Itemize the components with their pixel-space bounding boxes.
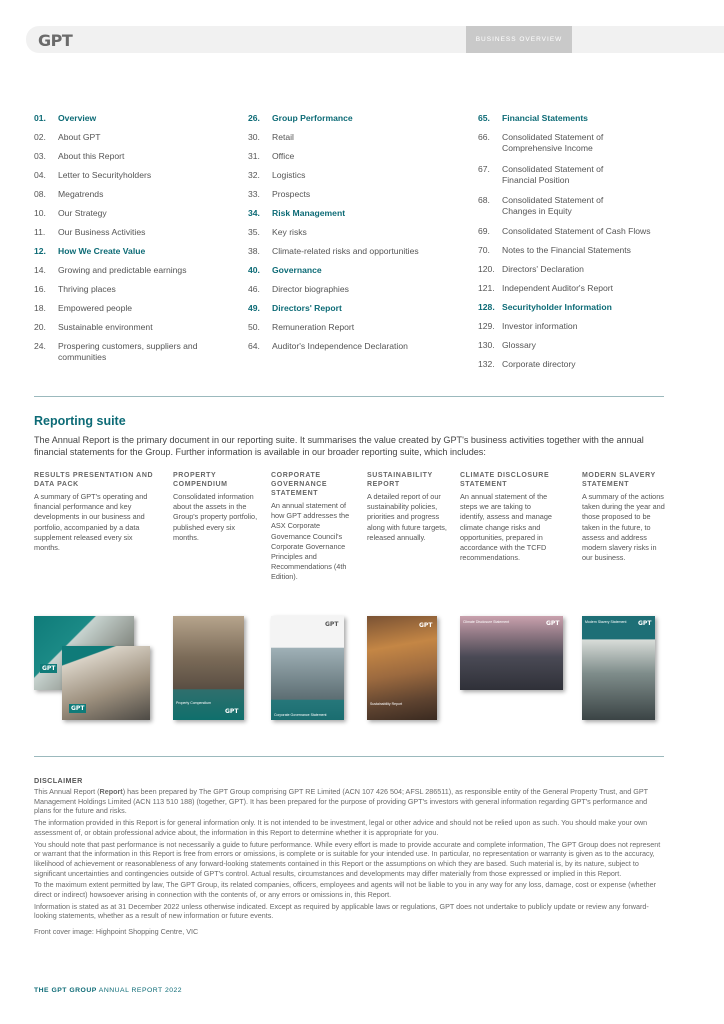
toc-page-number: 32. bbox=[248, 170, 260, 180]
toc-page-number: 130. bbox=[478, 340, 495, 350]
toc-label: Group Performance bbox=[272, 113, 353, 123]
toc-label: Consolidated Statement of Cash Flows bbox=[502, 226, 651, 236]
suite-card-compendium bbox=[173, 471, 263, 543]
divider-bottom bbox=[34, 756, 664, 757]
toc-label: About this Report bbox=[58, 151, 125, 161]
disclaimer-bold-term: Report bbox=[99, 787, 123, 796]
toc-page-number: 33. bbox=[248, 189, 260, 199]
toc-entry[interactable] bbox=[248, 303, 466, 314]
toc-page-number: 46. bbox=[248, 284, 260, 294]
toc-label: Key risks bbox=[272, 227, 307, 237]
toc-entry[interactable] bbox=[248, 151, 466, 162]
cover-logo: GPT bbox=[42, 665, 56, 672]
toc-entry[interactable] bbox=[248, 284, 466, 295]
toc-entry[interactable] bbox=[248, 322, 466, 333]
card-title: CORPORATE GOVERNANCE STATEMENT bbox=[271, 472, 328, 497]
toc-label: Corporate directory bbox=[502, 359, 576, 369]
toc-label: Glossary bbox=[502, 340, 536, 350]
cover-caption: Modern Slavery Statement bbox=[585, 620, 627, 624]
card-title: SUSTAINABILITY REPORT bbox=[367, 472, 433, 488]
toc-page-number: 31. bbox=[248, 151, 260, 161]
toc-page-number: 129. bbox=[478, 321, 495, 331]
toc-label: Consolidated Statement of Financial Position bbox=[502, 164, 604, 185]
toc-entry[interactable] bbox=[248, 265, 466, 276]
toc-page-number: 121. bbox=[478, 283, 495, 293]
toc-label: Thriving places bbox=[58, 284, 116, 294]
toc-label: Notes to the Financial Statements bbox=[502, 245, 631, 255]
toc-entry[interactable] bbox=[248, 341, 466, 352]
toc-entry[interactable] bbox=[34, 170, 234, 181]
footer-org: THE GPT GROUP bbox=[34, 987, 97, 994]
suite-card-governance bbox=[271, 471, 357, 583]
cover-results-front[interactable] bbox=[62, 646, 150, 720]
toc-label: Office bbox=[272, 151, 295, 161]
disclaimer-text: ) has been prepared by The GPT Group comprising GPT RE Limited (ACN 107 426 504; AFSL 286511), as responsible entity of the General Property Trust, and GPT Management Holdings Limited (ACN 113 510 188) (together, GPT). It has been prepared for the purpose of providing GPT's investors with general information regarding GPT's performance and plans for the future and risks. bbox=[34, 787, 648, 816]
toc-page-number: 18. bbox=[34, 303, 46, 313]
toc-page-number: 64. bbox=[248, 341, 260, 351]
toc-label: About GPT bbox=[58, 132, 101, 142]
toc-page-number: 01. bbox=[34, 113, 46, 123]
toc-entry[interactable] bbox=[478, 245, 668, 256]
toc-page-number: 120. bbox=[478, 264, 495, 274]
toc-label: Director biographies bbox=[272, 284, 349, 294]
cover-caption: Climate Disclosure Statement bbox=[463, 620, 510, 624]
toc-page-number: 40. bbox=[248, 265, 260, 275]
toc-page-number: 08. bbox=[34, 189, 46, 199]
toc-label: Growing and predictable earnings bbox=[58, 265, 187, 275]
toc-entry[interactable] bbox=[34, 341, 234, 363]
toc-label: Governance bbox=[272, 265, 322, 275]
card-desc: A detailed report of our sustainability policies, priorities and progress along with future targets, released annually. bbox=[367, 492, 447, 542]
toc-page-number: 26. bbox=[248, 113, 260, 123]
toc-label: Sustainable environment bbox=[58, 322, 153, 332]
toc-page-number: 34. bbox=[248, 208, 260, 218]
disclaimer-body bbox=[34, 787, 666, 939]
toc-entry[interactable] bbox=[248, 208, 466, 219]
toc-label: Directors' Report bbox=[272, 303, 342, 313]
toc-page-number: 68. bbox=[478, 195, 490, 205]
toc-label: Securityholder Information bbox=[502, 302, 612, 312]
toc-page-number: 16. bbox=[34, 284, 46, 294]
toc-page-number: 69. bbox=[478, 226, 490, 236]
toc-label: Prospering customers, suppliers and communities bbox=[58, 341, 198, 362]
cover-caption: Property Compendium bbox=[176, 701, 212, 705]
toc-entry[interactable] bbox=[478, 113, 668, 124]
toc-entry[interactable] bbox=[34, 113, 234, 124]
disclaimer-text: This Annual Report ( bbox=[34, 787, 100, 796]
toc-page-number: 67. bbox=[478, 164, 490, 174]
cover-modern-slavery-statement[interactable] bbox=[582, 616, 655, 720]
toc-entry[interactable] bbox=[478, 226, 668, 237]
cover-caption: Corporate Governance Statement bbox=[274, 713, 327, 717]
toc-entry[interactable] bbox=[478, 340, 668, 351]
toc-entry[interactable] bbox=[248, 113, 466, 124]
toc-label: Auditor's Independence Declaration bbox=[272, 341, 408, 351]
toc-entry[interactable] bbox=[34, 284, 234, 295]
cover-logo: GPT bbox=[71, 705, 85, 712]
toc-label: Retail bbox=[272, 132, 294, 142]
toc-page-number: 10. bbox=[34, 208, 46, 218]
toc-entry[interactable] bbox=[248, 132, 466, 143]
toc-entry[interactable] bbox=[34, 303, 234, 314]
toc-entry[interactable] bbox=[478, 264, 668, 275]
toc-label: Consolidated Statement of Changes in Equity bbox=[502, 195, 604, 216]
divider-top bbox=[34, 396, 664, 397]
toc-label: Megatrends bbox=[58, 189, 104, 199]
toc-column-1 bbox=[34, 113, 234, 383]
card-desc: A summary of GPT's operating and financial performance and key developments in our business and portfolio, accompanied by a data supplement released every six months. bbox=[34, 492, 148, 553]
toc-entry[interactable] bbox=[34, 322, 234, 333]
toc-entry[interactable] bbox=[478, 359, 668, 370]
toc-page-number: 132. bbox=[478, 359, 495, 369]
toc-entry[interactable] bbox=[248, 170, 466, 181]
disclaimer-paragraph: To the maximum extent permitted by law, The GPT Group, its related companies, officers, employees and agents will not be liable to you in any way for any loss, damage, cost or expense (whether direct or indirect) howsoever arising in connection with the contents of, or any errors or omissions in, this Report. bbox=[34, 880, 657, 900]
card-desc: Consolidated information about the assets in the Group's property portfolio, published every six months. bbox=[173, 492, 258, 542]
disclaimer-title: DISCLAIMER bbox=[34, 776, 83, 785]
toc-label: Prospects bbox=[272, 189, 311, 199]
toc-entry[interactable] bbox=[34, 189, 234, 200]
card-title: MODERN SLAVERY STATEMENT bbox=[582, 472, 656, 488]
toc-column-2 bbox=[248, 113, 466, 383]
toc-label: Climate-related risks and opportunities bbox=[272, 246, 419, 256]
toc-label: Logistics bbox=[272, 170, 306, 180]
toc-entry[interactable] bbox=[248, 189, 466, 200]
toc-label: Our Business Activities bbox=[58, 227, 146, 237]
cover-governance-statement[interactable] bbox=[271, 616, 344, 720]
toc-page-number: 11. bbox=[34, 227, 46, 237]
toc-page-number: 38. bbox=[248, 246, 260, 256]
toc-label: Consolidated Statement of Comprehensive Income bbox=[502, 132, 604, 153]
toc-label: How We Create Value bbox=[58, 246, 146, 256]
toc-label: Letter to Securityholders bbox=[58, 170, 152, 180]
suite-card-sustainability bbox=[367, 471, 451, 543]
toc-entry[interactable] bbox=[478, 283, 668, 294]
suite-card-results bbox=[34, 471, 158, 553]
toc-label: Directors' Declaration bbox=[502, 264, 584, 274]
toc-page-number: 03. bbox=[34, 151, 46, 161]
toc-entry[interactable] bbox=[34, 246, 234, 257]
toc-page-number: 70. bbox=[478, 245, 490, 255]
toc-label: Our Strategy bbox=[58, 208, 107, 218]
toc-entry[interactable] bbox=[34, 265, 234, 276]
toc-page-number: 24. bbox=[34, 341, 46, 351]
cover-caption: Sustainability Report bbox=[370, 702, 403, 706]
toc-entry[interactable] bbox=[478, 132, 668, 154]
gpt-logo: GPT bbox=[38, 31, 73, 50]
footer-doc: ANNUAL REPORT 2022 bbox=[98, 987, 183, 994]
card-title: RESULTS PRESENTATION AND DATA PACK bbox=[34, 472, 154, 488]
suite-card-modern-slavery bbox=[582, 471, 666, 563]
toc-entry[interactable] bbox=[478, 164, 668, 186]
toc-entry[interactable] bbox=[248, 246, 466, 257]
toc-page-number: 66. bbox=[478, 132, 490, 142]
toc-label: Remuneration Report bbox=[272, 322, 355, 332]
toc-label: Independent Auditor's Report bbox=[502, 283, 614, 293]
card-desc: A summary of the actions taken during the year and those proposed to be taken in the future, to assess and address modern slavery risks in our business. bbox=[582, 492, 665, 563]
disclaimer-paragraph: You should note that past performance is not necessarily a guide to future performance. While every effort is made to provide accurate and complete information, The GPT Group does not represent or warrant that the information in this Report is free from errors or omissions, is complete or is suitable for your intended use. In particular, no representation or warranty is given as to the accuracy, likelihood of achievement or reasonableness of any forward-looking statements contained in this Report or the assumptions on which they are based. Such material is, by its nature, subject to significant uncertainties and contingencies outside of GPT's control. Actual results, circumstances and developments may differ materially from those expressed or implied in this Report. bbox=[34, 839, 661, 878]
toc-entry[interactable] bbox=[478, 321, 668, 332]
toc-page-number: 30. bbox=[248, 132, 260, 142]
toc-entry[interactable] bbox=[34, 151, 234, 162]
toc-column-3 bbox=[478, 113, 668, 383]
front-cover-credit: Front cover image: Highpoint Shopping Centre, VIC bbox=[34, 927, 199, 937]
toc-label: Overview bbox=[58, 113, 97, 123]
card-title: PROPERTY COMPENDIUM bbox=[173, 472, 228, 488]
toc-page-number: 50. bbox=[248, 322, 260, 332]
toc-entry[interactable] bbox=[478, 302, 668, 313]
reporting-suite-intro: The Annual Report is the primary document in our reporting suite. It summarises the value created by GPT's business activities together with the annual financial statements for the Group. Further information is available in our broader reporting suite, which includes: bbox=[34, 435, 644, 457]
toc-page-number: 04. bbox=[34, 170, 46, 180]
toc-entry[interactable] bbox=[34, 227, 234, 238]
card-title: CLIMATE DISCLOSURE STATEMENT bbox=[460, 472, 550, 488]
cover-climate-statement[interactable] bbox=[460, 616, 563, 690]
toc-page-number: 49. bbox=[248, 303, 260, 313]
cover-property-compendium[interactable] bbox=[173, 616, 244, 720]
card-desc: An annual statement of the steps we are taking to identify, assess and manage climate change risks and opportunities, prepared in accordance with the TCFD recommendations. bbox=[460, 492, 552, 563]
page-footer bbox=[34, 987, 182, 994]
toc-label: Empowered people bbox=[58, 303, 133, 313]
cover-logo: GPT bbox=[638, 620, 652, 627]
toc-label: Financial Statements bbox=[502, 113, 588, 123]
toc-page-number: 20. bbox=[34, 322, 46, 332]
suite-card-climate bbox=[460, 471, 556, 563]
toc-page-number: 12. bbox=[34, 246, 46, 256]
toc-entry[interactable] bbox=[34, 208, 234, 219]
cover-logo: GPT bbox=[546, 620, 560, 627]
cover-sustainability-report[interactable] bbox=[367, 616, 437, 720]
toc-page-number: 14. bbox=[34, 265, 46, 275]
toc-entry[interactable] bbox=[34, 132, 234, 143]
header-bar bbox=[26, 26, 724, 53]
disclaimer-paragraph: The information provided in this Report is for general information only. It is not intended to be investment, legal or other advice and should not be relied upon as such. You should make your own assessment of, or obtain professional advice about, the information in this Report to determine whether it is appropriate for you. bbox=[34, 818, 648, 837]
reporting-suite-title: Reporting suite bbox=[34, 414, 126, 428]
card-desc: An annual statement of how GPT addresses the ASX Corporate Governance Council's Corporate Governance Principles and Recommendations (4th Edition). bbox=[271, 501, 350, 582]
toc-page-number: 128. bbox=[478, 302, 495, 312]
toc-label: Investor information bbox=[502, 321, 578, 331]
section-tab[interactable]: BUSINESS OVERVIEW bbox=[466, 26, 572, 53]
toc-label: Risk Management bbox=[272, 208, 346, 218]
disclaimer-paragraph: Information is stated as at 31 December 2022 unless otherwise indicated. Except as required by applicable laws or regulations, GPT does not undertake to publicly update or review any forward-looking statements, whether as a result of new information or future events. bbox=[34, 901, 649, 921]
toc-entry[interactable] bbox=[248, 227, 466, 238]
toc-page-number: 65. bbox=[478, 113, 490, 123]
cover-logo: GPT bbox=[325, 621, 339, 628]
cover-logo: GPT bbox=[419, 622, 433, 629]
cover-logo: GPT bbox=[225, 708, 239, 715]
toc-page-number: 02. bbox=[34, 132, 46, 142]
toc-page-number: 35. bbox=[248, 227, 260, 237]
disclaimer-paragraph bbox=[34, 787, 666, 816]
toc-entry[interactable] bbox=[478, 195, 668, 217]
